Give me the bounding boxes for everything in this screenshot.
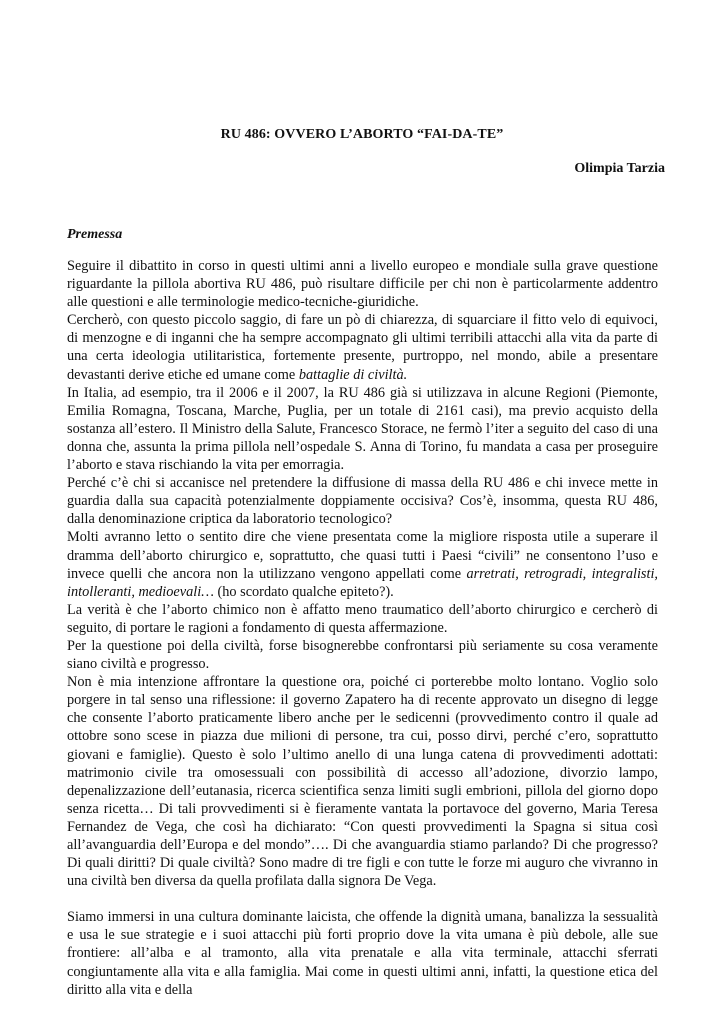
document-title: RU 486: OVVERO L’ABORTO “FAI-DA-TE” xyxy=(220,127,504,142)
paragraph: La verità è che l’aborto chimico non è affatto meno traumatico dell’aborto chirurgico e cercherò di seguito, di portare le ragioni a fondamento di questa affermazione. xyxy=(67,601,658,636)
paragraph: Siamo immersi in una cultura dominante laicista, che offende la dignità umana, banalizza la sessualità e usa le sue strategie e i suoi attacchi più forti proprio dove la vita umana è più debole, alle sue frontiere: all’alba e al tramonto, alla vita prenatale e alla vita terminale, attacchi sferrati congiuntamente alla vita e alla famiglia. Mai come in questi ultimi anni, infatti, la questione etica del diritto alla vita e della xyxy=(67,909,658,998)
paragraph-text: Molti avranno letto o sentito dire che viene presentata come la migliore risposta utile a superare il dramma dell’aborto chirurgico e, soprattutto, che quasi tutti i Paesi “civili” ne consentono l’uso e invece quelli che ancora non la utilizzano vengono appellati come xyxy=(67,529,658,582)
paragraph: Seguire il dibattito in corso in questi ultimi anni a livello europeo e mondiale sulla grave questione riguardante la pillola abortiva RU 486, può risultare difficile per chi non è particolarmente addentro alle questioni e alle terminologie medico-tecniche-giuridiche. xyxy=(67,258,658,311)
paragraph xyxy=(67,311,658,383)
paragraph-text: Cercherò, con questo piccolo saggio, di fare un pò di chiarezza, di squarciare il fitto velo di equivoci, di menzogne e di inganni che ha sempre accompagnato gli ultimi terribili attacchi alla vita da parte di una certa ideologia utilitaristica, fortemente presente, purtroppo, nel mondo, abile a presentare devastanti derive etiche ed umane come xyxy=(67,312,658,383)
paragraph: Non è mia intenzione affrontare la questione ora, poiché ci porterebbe molto lontano. Voglio solo porgere in tal senso una riflessione: il governo Zapatero ha di recente approvato un disegno di legge che consente l’aborto praticamente libero anche per le sedicenni (provvedimento contro il quale ad ottobre sono scese in piazza due milioni di persone, tra cui, posso dirvi, perché c’ero, soprattutto giovani e famiglie). Questo è solo l’ultimo anello di una lunga catena di provvedimenti adottati: matrimonio civile tra omosessuali con possibilità di accesso all’adozione, divorzio lampo, depenalizzazione dell’eutanasia, ricerca scientifica senza limiti sugli embrioni, pillola del giorno dopo senza ricetta… Di tali provvedimenti si è fieramente vantata la portavoce del governo, Maria Teresa Fernandez de Vega, che così ha dichiarato: “Con questi provvedimenti la Spagna si situa così all’avanguardia dell’Europa e del mondo”…. Di che avanguardia stiamo parlando? Di che progresso? Di quali diritti? Di quale civiltà? Sono madre di tre figli e con tutte le forze mi auguro che vivranno in una civiltà ben diversa da quella profilata dalla signora De Vega. xyxy=(67,674,658,890)
paragraph: Perché c’è chi si accanisce nel pretendere la diffusione di massa della RU 486 e chi invece mette in guardia dalla sua capacità potenzialmente doppiamente occisiva? Cos’è, insomma, questa RU 486, dalla denominazione criptica da laboratorio tecnologico? xyxy=(67,475,658,528)
paragraph-emphasis: battaglie di civiltà. xyxy=(298,366,408,383)
paragraph-emphasis: arretrati, retrogradi, integralisti, intolleranti, medioevali… xyxy=(67,565,658,600)
paragraph xyxy=(67,528,658,600)
paragraph: Per la questione poi della civiltà, forse bisognerebbe confrontarsi più seriamente su cosa veramente siano civiltà e progresso. xyxy=(67,637,658,673)
document-body xyxy=(67,257,658,999)
paragraph: In Italia, ad esempio, tra il 2006 e il 2007, la RU 486 già si utilizzava in alcune Regioni (Piemonte, Emilia Romagna, Toscana, Marche, Puglia, per un totale di 2161 casi), ma previo acquisto della sostanza all’estero. Il Ministro della Salute, Francesco Storace, ne fermò l’iter a seguito del caso di una donna che, assunta la prima pillola nell’ospedale S. Anna di Torino, fu mandata a casa per proseguire l’aborto e stava rischiando la vita per emorragia. xyxy=(67,384,658,474)
paragraph-text: (ho scordato qualche epiteto?). xyxy=(213,583,394,600)
author-name: Olimpia Tarzia xyxy=(574,161,665,176)
section-heading: Premessa xyxy=(67,227,123,242)
